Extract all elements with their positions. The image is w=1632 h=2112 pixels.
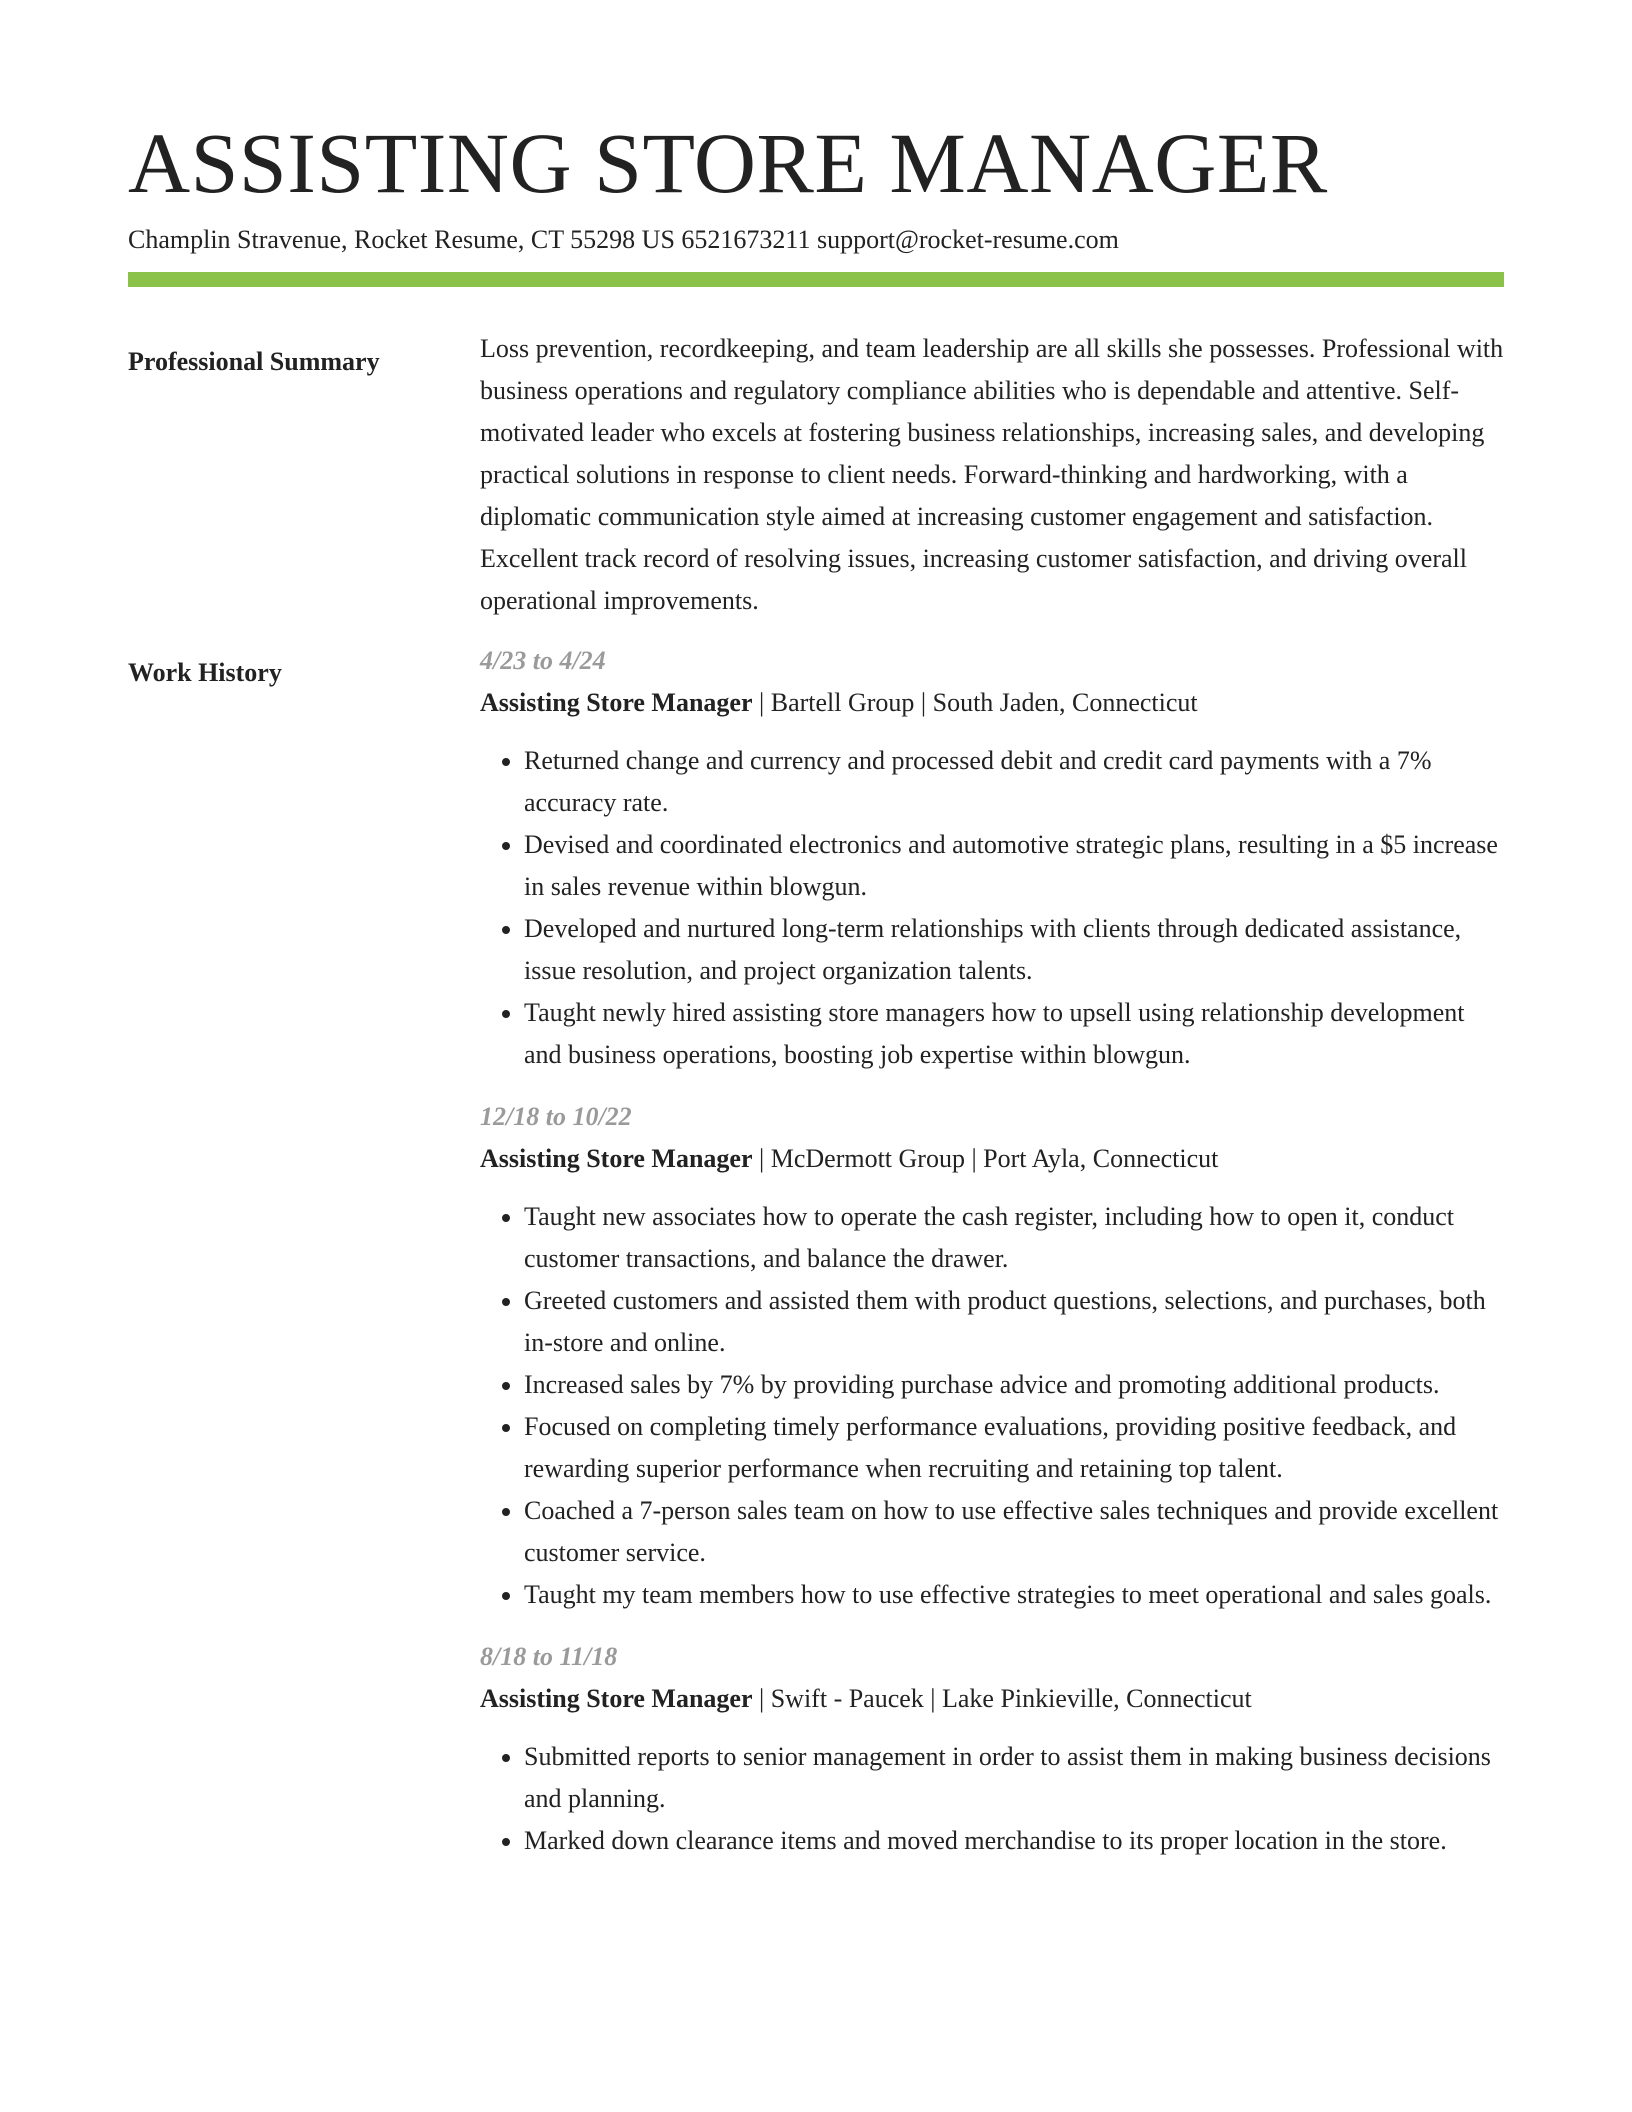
summary-text: Loss prevention, recordkeeping, and team leadership are all skills she possesses. Professional with business operations and regulatory compliance abilities who is dependable and attentive. Self-motivated leader who excels at fostering business relationships, increasing sales, and developing practical solutions in response to client needs. Forward-thinking and hardworking, with a diplomatic communication style aimed at increasing customer engagement and satisfaction. Excellent track record of resolving issues, increasing customer satisfaction, and driving overall operational improvements. (480, 334, 1504, 616)
job-title-line (480, 1138, 1504, 1180)
job-bullet: • Taught my team members how to use effective strategies to meet operational and sales goals. (524, 1574, 1504, 1616)
professional-summary-section (128, 334, 1504, 622)
job-entry (480, 1096, 1504, 1616)
job-bullet: • Marked down clearance items and moved merchandise to its proper location in the store. (524, 1820, 1504, 1862)
job-employer-location: | Bartell Group | South Jaden, Connecticut (752, 688, 1198, 718)
job-bullet-list (480, 1736, 1504, 1862)
job-dates: 12/18 to 10/22 (480, 1102, 632, 1132)
job-bullet: • Increased sales by 7% by providing purchase advice and promoting additional products. (524, 1364, 1504, 1406)
job-bullet: • Coached a 7-person sales team on how to use effective sales techniques and provide excellent customer service. (524, 1490, 1504, 1574)
section-label-work-history: Work History (128, 658, 282, 688)
contact-info: Champlin Stravenue, Rocket Resume, CT 55298 US 6521673211 support@rocket-resume.com (128, 224, 1119, 254)
job-bullet: • Taught new associates how to operate the cash register, including how to open it, conduct customer transactions, and balance the drawer. (524, 1196, 1504, 1280)
accent-divider (128, 272, 1504, 287)
job-bullet: • Submitted reports to senior management in order to assist them in making business decisions and planning. (524, 1736, 1504, 1820)
job-bullet: • Devised and coordinated electronics and automotive strategic plans, resulting in a $5 increase in sales revenue within blowgun. (524, 824, 1504, 908)
job-employer-location: | Swift - Paucek | Lake Pinkieville, Connecticut (752, 1684, 1252, 1714)
section-label-professional-summary: Professional Summary (128, 347, 380, 377)
job-entry (480, 1636, 1504, 1862)
job-entry (480, 640, 1504, 1076)
job-bullet: • Greeted customers and assisted them with product questions, selections, and purchases, both in-store and online. (524, 1280, 1504, 1364)
job-bullet: • Developed and nurtured long-term relationships with clients through dedicated assistance, issue resolution, and project organization talents. (524, 908, 1504, 992)
job-dates: 4/23 to 4/24 (480, 646, 606, 676)
job-title: Assisting Store Manager (480, 1144, 753, 1174)
job-title: Assisting Store Manager (480, 688, 753, 718)
job-bullet: • Focused on completing timely performance evaluations, providing positive feedback, and rewarding superior performance when recruiting and retaining top talent. (524, 1406, 1504, 1490)
job-employer-location: | McDermott Group | Port Ayla, Connecticut (752, 1144, 1219, 1174)
job-bullet-list (480, 740, 1504, 1076)
job-bullet: • Returned change and currency and processed debit and credit card payments with a 7% accuracy rate. (524, 740, 1504, 824)
job-bullet: • Taught newly hired assisting store managers how to upsell using relationship development and business operations, boosting job expertise within blowgun. (524, 992, 1504, 1076)
job-title-line (480, 682, 1504, 724)
resume-name-heading: ASSISTING STORE MANAGER (128, 115, 1328, 211)
job-title-line (480, 1678, 1504, 1720)
job-dates: 8/18 to 11/18 (480, 1642, 618, 1672)
job-bullet-list (480, 1196, 1504, 1616)
job-title: Assisting Store Manager (480, 1684, 753, 1714)
work-history-section (128, 646, 1504, 1862)
